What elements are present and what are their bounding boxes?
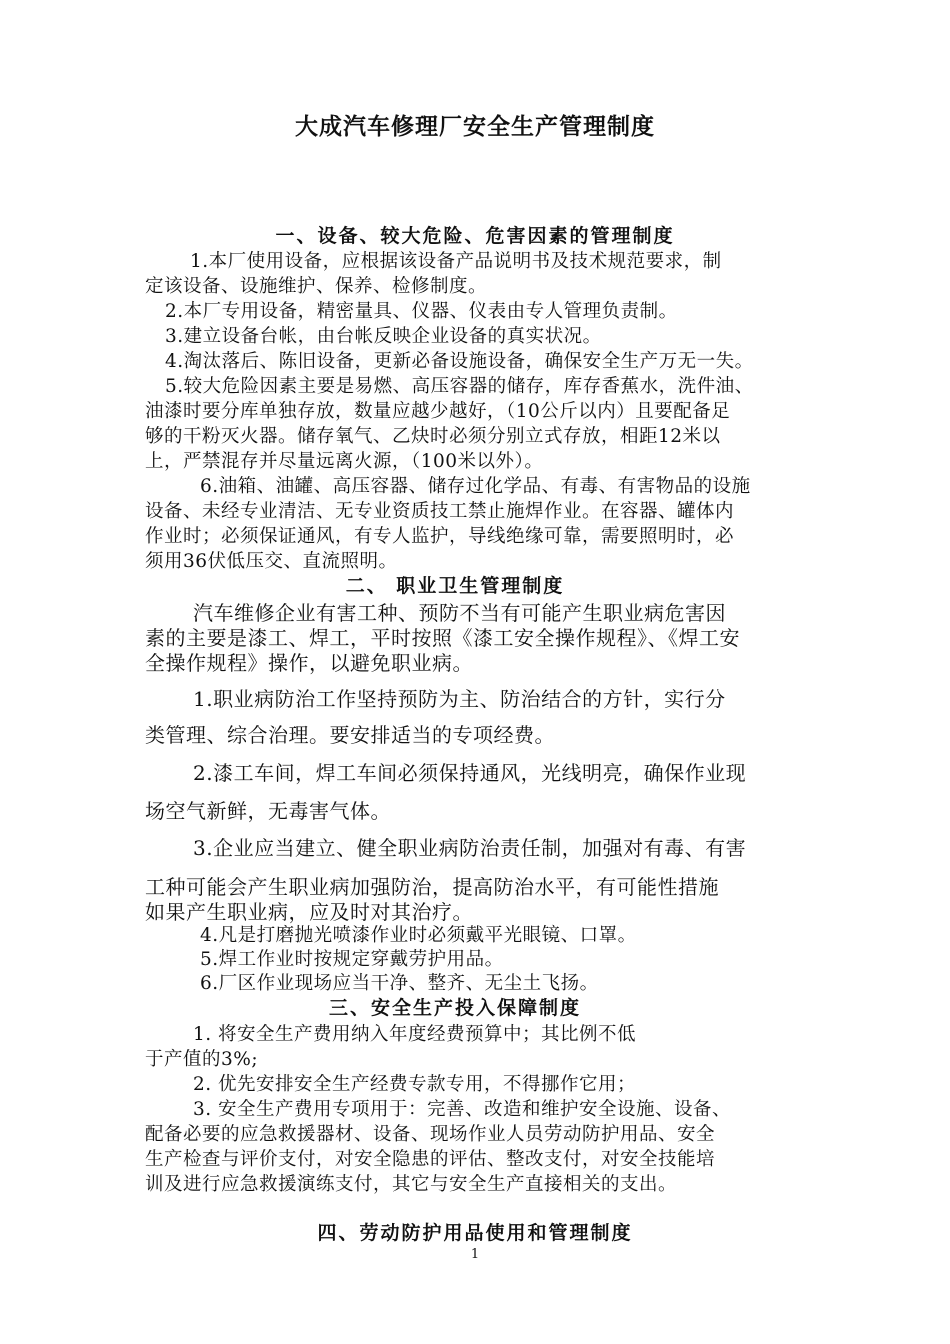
paragraph-line: 3. 安全生产费用专项用于：完善、改造和维护安全设施、设备、 xyxy=(193,1099,732,1120)
paragraph-line: 设备、未经专业清洁、无专业资质技工禁止施焊作业。在容器、罐体内 xyxy=(145,501,735,522)
paragraph-line: 上，严禁混存并尽量远离火源，（100米以外）。 xyxy=(145,451,544,472)
paragraph-line: 6.油箱、油罐、高压容器、储存过化学品、有毒、有害物品的设施 xyxy=(200,476,751,497)
section-heading-4: 四、劳动防护用品使用和管理制度 xyxy=(317,1222,633,1244)
section-heading-1: 一、设备、较大危险、危害因素的管理制度 xyxy=(275,225,675,247)
paragraph-line: 定该设备、设施维护、保养、检修制度。 xyxy=(145,276,488,297)
paragraph-line: 6.厂区作业现场应当干净、整齐、无尘土飞扬。 xyxy=(200,973,599,994)
paragraph-line: 生产检查与评价支付，对安全隐患的评估、整改支付，对安全技能培 xyxy=(145,1149,716,1170)
paragraph-line: 2.本厂专用设备，精密量具、仪器、仪表由专人管理负责制。 xyxy=(165,301,678,322)
paragraph-line: 训及进行应急救援演练支付，其它与安全生产直接相关的支出。 xyxy=(145,1174,678,1195)
paragraph-line: 作业时；必须保证通风，有专人监护，导线绝缘可靠，需要照明时，必 xyxy=(145,526,735,547)
paragraph-line: 2. 优先安排安全生产经费专款专用，不得挪作它用； xyxy=(193,1074,637,1095)
paragraph-line: 汽车维修企业有害工种、预防不当有可能产生职业病危害因 xyxy=(193,601,726,625)
paragraph-line: 素的主要是漆工、焊工，平时按照《漆工安全操作规程》、《焊工安 xyxy=(145,626,740,650)
paragraph-line: 配备必要的应急救援器材、设备、现场作业人员劳动防护用品、安全 xyxy=(145,1124,716,1145)
paragraph-line: 类管理、综合治理。要安排适当的专项经费。 xyxy=(145,723,555,747)
paragraph-line: 3.建立设备台帐，由台帐反映企业设备的真实状况。 xyxy=(165,326,602,347)
paragraph-line: 全操作规程》操作，以避免职业病。 xyxy=(145,651,473,675)
page-number: 1 xyxy=(470,1247,480,1262)
paragraph-line: 3.企业应当建立、健全职业病防治责任制，加强对有毒、有害 xyxy=(193,836,747,860)
paragraph-line: 4.淘汰落后、陈旧设备，更新必备设施设备，确保安全生产万无一失。 xyxy=(165,351,754,372)
paragraph-line: 2.漆工车间，焊工车间必须保持通风，光线明亮，确保作业现 xyxy=(193,761,747,785)
paragraph-line: 5.较大危险因素主要是易燃、高压容器的储存，库存香蕉水，洗件油、 xyxy=(165,376,754,397)
paragraph-line: 5.焊工作业时按规定穿戴劳护用品。 xyxy=(200,949,504,970)
paragraph-line: 于产值的3%; xyxy=(145,1049,259,1070)
document-title: 大成汽车修理厂安全生产管理制度 xyxy=(295,114,655,140)
section-heading-3: 三、安全生产投入保障制度 xyxy=(328,997,581,1019)
paragraph-line: 如果产生职业病，应及时对其治疗。 xyxy=(145,900,473,924)
paragraph-line: 须用36伏低压交、直流照明。 xyxy=(145,551,398,572)
paragraph-line: 1.职业病防治工作坚持预防为主、防治结合的方针，实行分 xyxy=(193,687,726,711)
section-heading-2: 二、 职业卫生管理制度 xyxy=(345,575,565,597)
paragraph-line: 4.凡是打磨抛光喷漆作业时必须戴平光眼镜、口罩。 xyxy=(200,925,637,946)
paragraph-line: 1. 将安全生产费用纳入年度经费预算中；其比例不低 xyxy=(193,1024,637,1045)
paragraph-line: 够的干粉灭火器。储存氧气、乙炔时必须分别立式存放，相距12米以 xyxy=(145,426,721,447)
paragraph-line: 1.本厂使用设备，应根据该设备产品说明书及技术规范要求，制 xyxy=(190,251,722,272)
paragraph-line: 场空气新鲜，无毒害气体。 xyxy=(145,799,391,823)
paragraph-line: 油漆时要分库单独存放，数量应越少越好，（10公斤以内）且要配备足 xyxy=(145,401,731,422)
paragraph-line: 工种可能会产生职业病加强防治，提高防治水平，有可能性措施 xyxy=(145,875,719,899)
